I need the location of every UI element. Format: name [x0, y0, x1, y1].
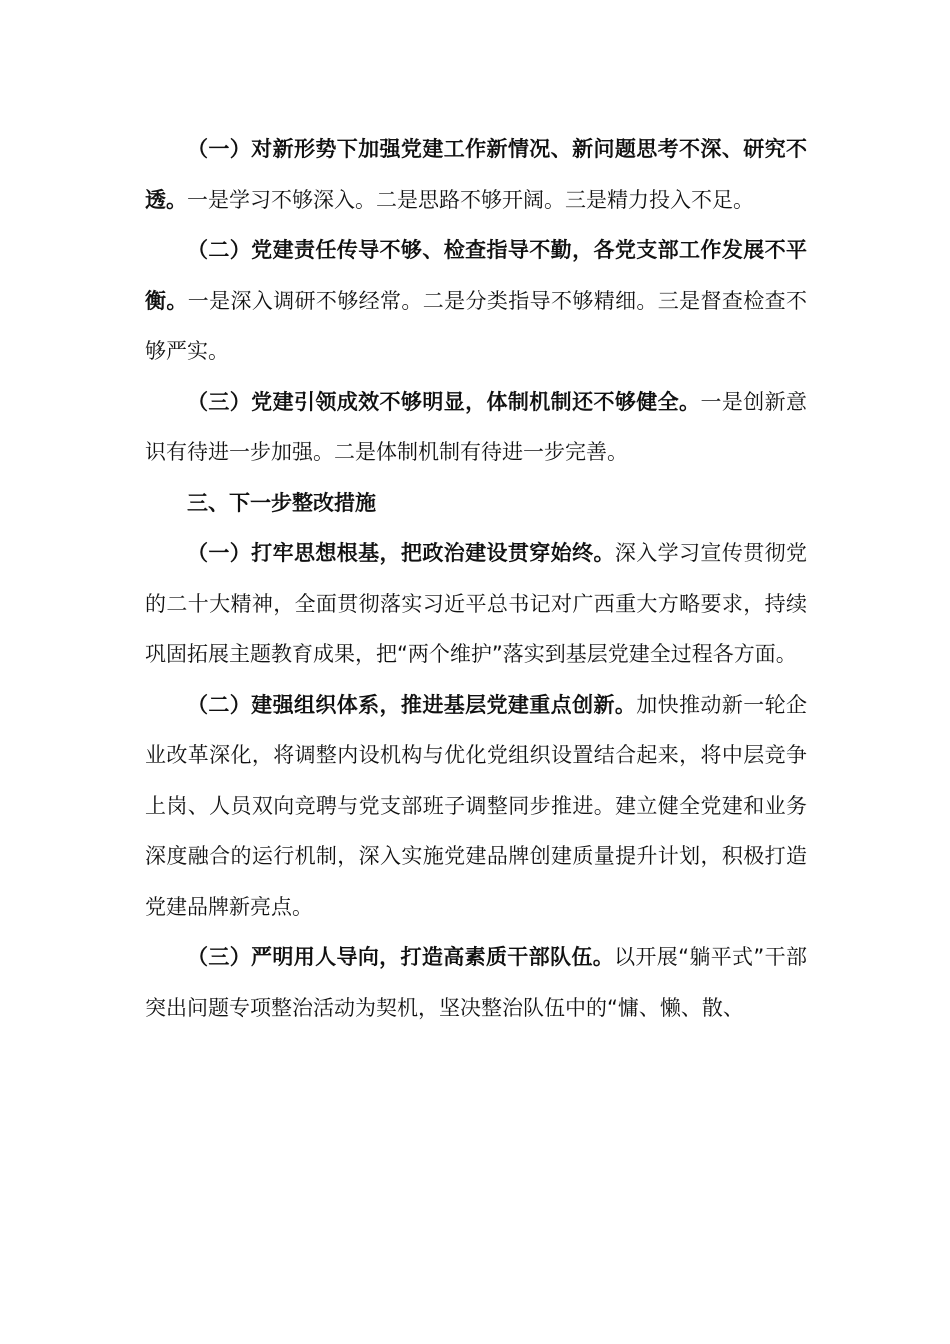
section-heading-text: 三、下一步整改措施	[187, 490, 376, 515]
paragraph-problem-3	[145, 377, 807, 478]
paragraph-heading: （二）党建责任传导不够、检查指导不勤，各党支部工作发展不平衡。	[145, 238, 807, 313]
paragraph-heading: （三）党建引领成效不够明显，体制机制还不够健全。	[187, 389, 701, 414]
paragraph-measure-2	[145, 680, 807, 933]
section-heading-next-steps	[145, 478, 807, 529]
paragraph-body: 一是深入调研不够经常。二是分类指导不够精细。三是督查检查不够严实。	[145, 288, 807, 363]
paragraph-body: 一是学习不够深入。二是思路不够开阔。三是精力投入不足。	[187, 187, 754, 212]
paragraph-body: 加快推动新一轮企业改革深化，将调整内设机构与优化党组织设置结合起来，将中层竞争上岗、人员双向竞聘与党支部班子调整同步推进。建立健全党建和业务深度融合的运行机制，深入实施党建品牌创建质量提升计划，积极打造党建品牌新亮点。	[145, 692, 807, 919]
paragraph-measure-1	[145, 528, 807, 680]
paragraph-heading: （二）建强组织体系，推进基层党建重点创新。	[187, 692, 637, 717]
paragraph-heading: （一）打牢思想根基，把政治建设贯穿始终。	[187, 541, 615, 565]
paragraph-measure-3	[145, 932, 807, 1033]
paragraph-heading: （三）严明用人导向，打造高素质干部队伍。	[187, 945, 615, 969]
document-page	[145, 124, 807, 1033]
paragraph-problem-2	[145, 225, 807, 377]
paragraph-heading: （一）对新形势下加强党建工作新情况、新问题思考不深、研究不透。	[145, 137, 807, 212]
paragraph-problem-1	[145, 124, 807, 225]
paragraph-body: 深入学习宣传贯彻党的二十大精神，全面贯彻落实习近平总书记对广西重大方略要求，持续巩固拓展主题教育成果，把“两个维护”落实到基层党建全过程各方面。	[145, 541, 808, 666]
paragraph-body: 以开展“躺平式”干部突出问题专项整治活动为契机，坚决整治队伍中的“慵、懒、散、	[145, 945, 807, 1020]
paragraph-body: 一是创新意识有待进一步加强。二是体制机制有待进一步完善。	[145, 389, 808, 464]
